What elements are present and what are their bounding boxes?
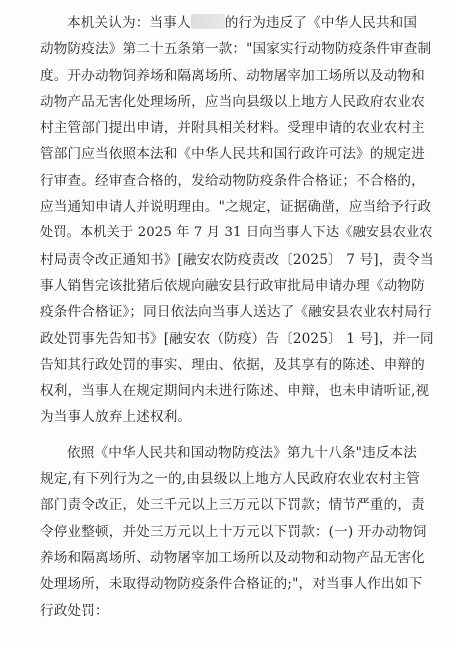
- text-line: 行审查。经审查合格的，发给动物防疫条件合格证；不合格的，: [40, 172, 425, 189]
- text-line: 管部门应当依照本法和《中华人民共和国行政许可法》的规定进: [40, 146, 425, 163]
- text-line: 养场和隔离场所、动物屠宰加工场所以及动物和动物产品无害化: [40, 549, 425, 566]
- redacted-name: [191, 14, 225, 29]
- paragraph-legal-basis: [40, 440, 434, 624]
- text-line: 村主管部门提出申请，并附具相关材料。受理申请的农业农村主: [40, 120, 425, 137]
- paragraph-findings: [40, 10, 434, 431]
- text-line: 处罚。本机关于 2025 年 7 月 31 日向当事人下达《融安县农业农: [40, 225, 433, 241]
- text-line: 动物产品无害化处理场所，应当向县级以上地方人民政府农业农: [40, 93, 425, 110]
- text-line: 动物防疫法》第二十五条第一款："国家实行动物防疫条件审查制: [40, 41, 432, 58]
- text-line: 疫条件合格证》；同日依法向当事人送达了《融安县农业农村局行: [40, 304, 432, 321]
- text-line: 规定,有下列行为之一的,由县级以上地方人民政府农业农村主管: [40, 471, 421, 488]
- text-line: 依照《中华人民共和国动物防疫法》第九十八条"违反本法: [67, 444, 417, 461]
- text-line: 村局责令改正通知书》[融安农防疫责改〔2025〕 7 号]，责令当: [40, 251, 434, 268]
- text-line: 处理场所，未取得动物防疫条件合格证的;"，对当事人作出如下: [40, 576, 423, 593]
- text-line: 部门责令改正，处三千元以上三万元以下罚款；情节严重的，责: [40, 497, 425, 514]
- text-line: 行政处罚：: [40, 602, 109, 619]
- text-line: 令停业整顿，并处三万元以上十万元以下罚款：(一) 开办动物饲: [40, 523, 427, 540]
- text-line: 度。开办动物饲养场和隔离场所、动物屠宰加工场所以及动物和: [40, 67, 425, 84]
- text-line: 为当事人放弃上述权利。: [40, 409, 192, 426]
- text-line: 应当通知申请人并说明理由。"之规定，证据确凿，应当给予行政: [40, 199, 432, 216]
- text-line: 政处罚事先告知书》[融安农（防疫）告〔2025〕 1 号]，并一同: [40, 330, 434, 347]
- text-line: 权利，当事人在规定期间内未进行陈述、申辩，也未申请听证,视: [40, 383, 430, 400]
- text-line: 事人销售完该批猪后依规向融安县行政审批局申请办理《动物防: [40, 277, 425, 294]
- text-line: 本机关认为：当事人 的行为违反了《中华人民共和国: [67, 15, 418, 31]
- text-line: 告知其行政处罚的事实、理由、依据，及其享有的陈述、申辩的: [40, 356, 425, 373]
